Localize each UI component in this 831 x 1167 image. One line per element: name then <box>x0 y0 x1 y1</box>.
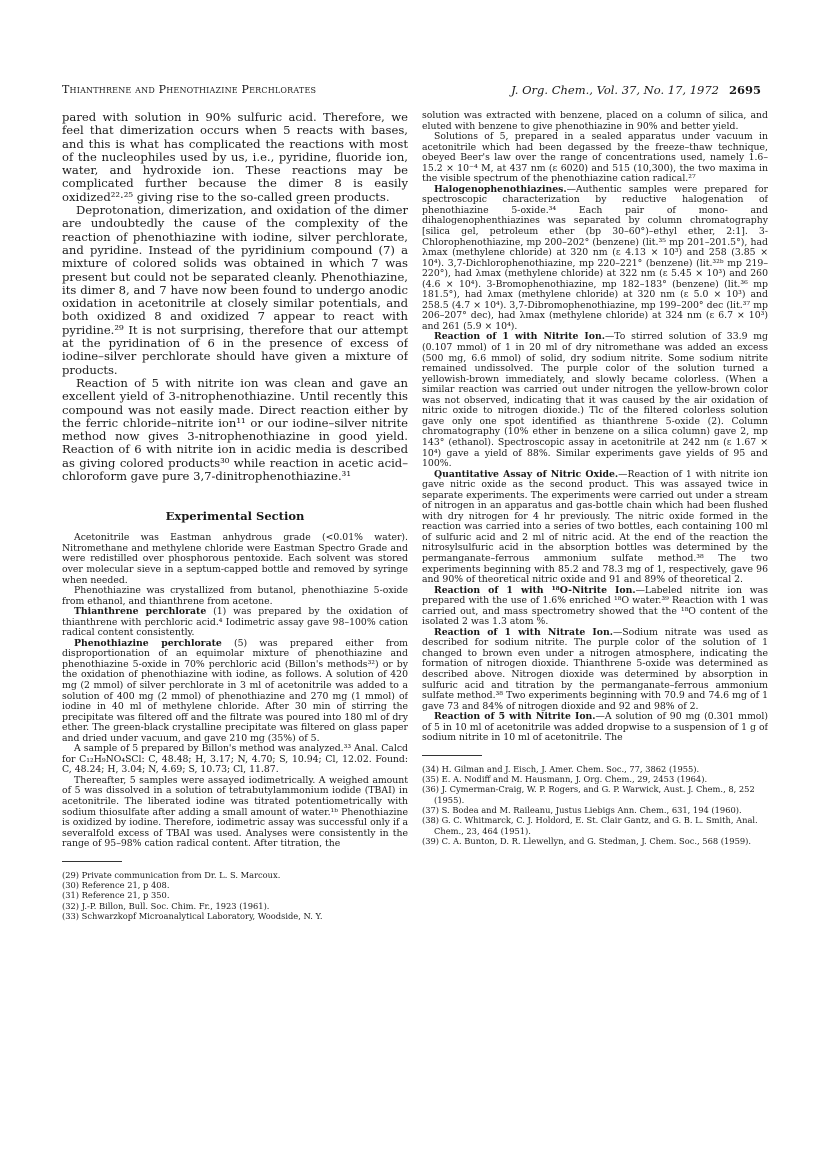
experimental-paragraph <box>62 586 408 607</box>
page-number: 2695 <box>728 83 761 97</box>
footnote: (31) Reference 21, p 350. <box>62 890 170 901</box>
experimental-paragraph <box>62 639 408 744</box>
paragraph-body: —To stirred solution of 33.9 mg (0.107 mmol) of 1 in 20 ml of dry nitromethane was added an excess (500 mg, 6.6 mmol) of solid, dry sodium nitrite. Some sodium nitrite remained undissolved. The purple color of the solution turned a yellowish-brown immediately, and slowly became colorless. (When a similar reaction was carried out under nitrogen the yellow-brown color was not observed, indicating that it was caused by the air oxidation of nitric oxide to nitrogen dioxide.) Tlc of the filtered colorless solution gave only one spot identified as thianthrene 5-oxide (2). Column chromatography (10% ether in benzene on a silica column) gave 2, mp 143° (ethanol). Spectroscopic assay in acetonitrile at 242 nm (ε 1.67 × 10⁴) gave a yield of 88%. Similar experiments gave yields of 95 and 100%. <box>422 331 768 470</box>
footnotes-left <box>62 870 408 921</box>
footnote: (33) Schwarzkopf Microanalytical Laboratory, Woodside, N. Y. <box>62 910 323 921</box>
footnote: (38) G. C. Whitmarck, C. J. Holdord, E. St. Clair Gantz, and G. B. L. Smith, Anal. Chem., 23, 464 (1951). <box>422 815 758 836</box>
right-column <box>422 111 768 1111</box>
experimental-paragraph <box>422 712 768 744</box>
footnote: (36) J. Cymerman-Craig, W. P. Rogers, and G. P. Warwick, Aust. J. Chem., 8, 252 (1955). <box>422 784 755 805</box>
runin-heading: Reaction of 1 with ¹⁸O-Nitrite Ion. <box>434 584 636 596</box>
experimental-paragraph <box>62 744 408 776</box>
paragraph-body: Thereafter, 5 samples were assayed iodimetrically. A weighed amount of 5 was dissolved in a solution of tetrabutylammonium iodide (TBAI) in acetonitrile. The liberated iodine was titrated potentiometrically with sodium thiosulfate after adding a small amount of water.¹ᵇ Phenothiazine is oxidized by iodine. Therefore, iodimetric assay was successful only if a severalfold excess of TBAI was used. Analyses were consistently in the range of 95–98% cation radical content. After titration, the <box>62 774 408 850</box>
experimental-paragraph <box>422 132 768 185</box>
experimental-paragraph <box>422 470 768 586</box>
running-header <box>62 83 761 101</box>
running-title: Thianthrene and Phenothiazine Perchlorates <box>62 83 317 96</box>
paragraph-body: solution was extracted with benzene, placed on a column of silica, and eluted with benzene to give phenothiazine in 90% and better yield. <box>422 111 768 132</box>
footnote: (37) S. Bodea and M. Raileanu, Justus Liebigs Ann. Chem., 631, 194 (1960). <box>422 805 742 815</box>
runin-heading: Thianthrene perchlorate <box>74 606 207 618</box>
paragraph-body: Phenothiazine was crystallized from butanol, phenothiazine 5-oxide from ethanol, and thianthrene from acetone. <box>62 585 408 607</box>
runin-heading: Phenothiazine perchlorate <box>74 637 222 649</box>
experimental-paragraph <box>62 607 408 639</box>
experimental-paragraph <box>422 111 768 132</box>
experimental-paragraph <box>422 332 768 469</box>
runin-heading: Reaction of 5 with Nitrite Ion. <box>434 711 596 723</box>
left-column <box>62 111 408 1111</box>
paragraph-body: —Labeled nitrite ion was prepared with the use of 1.6% enriched ¹⁸O water.³⁹ Reaction with 1 was carried out, and mass spectrometry showed that the ¹⁸O content of the isolated 2 was 1.3 atom %. <box>422 584 768 628</box>
experimental-text <box>62 533 408 849</box>
experimental-paragraph <box>422 628 768 712</box>
runin-heading: Halogenophenothiazines. <box>434 183 567 195</box>
paragraph-body: Acetonitrile was Eastman anhydrous grade (<0.01% water). Nitromethane and methylene chloride were Eastman Spectro Grade and were redistilled over phosphorous pentoxide. Each solvent was stored over molecular sieve in a septum-capped bottle and removed by syringe when needed. <box>62 532 408 586</box>
discussion-text <box>62 111 408 483</box>
paragraph-body: —Reaction of 1 with nitrite ion gave nitric oxide as the second product. This was assayed twice in separate experiments. The experiments were carried out under a stream of nitrogen in an apparatus and gas-bottle chain which had been flushed with dry nitrogen for 4 hr previously. The nitric oxide formed in the reaction was carried into a series of two bottles, each containing 100 ml of sulfuric acid and 2 ml of nitric acid. At the end of the reaction the nitrosylsulfuric acid in the absorption bottles was determined by the permanganate–ferrous ammonium sulfate method.³⁸ The two experiments beginning with 85.2 and 78.3 mg of 1, respectively, gave 96 and 90% of theoretical nitric oxide and 91 and 89% of theoretical 2. <box>422 468 768 586</box>
footnote: (30) Reference 21, p 408. <box>62 880 170 891</box>
runin-heading: Quantitative Assay of Nitric Oxide. <box>434 468 619 480</box>
discussion-paragraph: pared with solution in 90% sulfuric acid. Therefore, we feel that dimerization occurs when 5 reacts with bases, and this is what has complicated the reactions with most of the nucleophiles used by us, i.e., pyridine, fluoride ion, water, and hydroxide ion. These reactions may be complicated further because the dimer 8 is easily oxidized²²·²⁵ giving rise to the so-called green products. <box>62 111 408 204</box>
paragraph-body: A sample of 5 prepared by Billon's method was analyzed.³³ Anal. Calcd for C₁₂H₉NO₄SCl: C, 48.48; H, 3.17; N, 4.70; S, 10.94; Cl, 12.02. Found: C, 48.24; H, 3.04; N, 4.69; S, 10.73; Cl, 11.87. <box>62 743 408 776</box>
footnote: (32) J.-P. Billon, Bull. Soc. Chim. Fr., 1923 (1961). <box>62 900 270 911</box>
experimental-paragraph <box>62 776 408 850</box>
paragraph-body: —Authentic samples were prepared for spectroscopic characterization by reductive halogenation of phenothiazine 5-oxide.³⁴ Each pair of mono- and dihalogenophenthiazines was separated by column chromatography [silica gel, petroleum ether (bp 30–60°)–ethyl ether, 2:1]. 3-Chlorophenothiazine, mp 200–202° (benzene) (lit.³⁵ mp 201–201.5°), had λmax (methylene chloride) at 320 nm (ε 4.13 × 10³) and 258 (3.85 × 10⁴). 3,7-Dichlorophenothiazine, mp 220–221° (benzene) (lit.³²ᵇ mp 219–220°), had λmax (methylene chloride) at 322 nm (ε 5.45 × 10³) and 260 (4.6 × 10⁴). 3-Bromophenothiazine, mp 182–183° (benzene) (lit.³⁶ mp 181.5°), had λmax (methylene chloride) at 320 nm (ε 5.0 × 10³) and 258.5 (4.7 × 10⁴). 3,7-Dibromophenothiazine, mp 199–200° dec (lit.³⁷ mp 206–207° dec), had λmax (methylene chloride) at 324 nm (ε 6.7 × 10³) and 261 (5.9 × 10⁴). <box>422 183 768 332</box>
section-heading: Experimental Section <box>165 509 305 524</box>
paragraph-body: —Sodium nitrate was used as described for sodium nitrite. The purple color of the solution of 1 changed to brown even under a nitrogen atmosphere, indicating the formation of nitrogen dioxide. Thianthrene 5-oxide was determined as described above. Nitrogen dioxide was determined by absorption in sulfuric acid and titration by the permanganate–ferrous ammonium sulfate method.³⁸ Two experiments beginning with 70.9 and 74.6 mg of 1 gave 73 and 84% of nitrogen dioxide and 92 and 98% of 2. <box>422 626 768 712</box>
discussion-paragraph: Reaction of 5 with nitrite ion was clean and gave an excellent yield of 3-nitrophenothiazine. Until recently this compound was not easily made. Direct reaction either by the ferric chloride–nitrite ion¹¹ or our iodine–silver nitrite method now gives 3-nitrophenothiazine in good yield. Reaction of 6 with nitrite ion in acidic media is described as giving colored products³⁰ while reaction in acetic acid–chloroform gave pure 3,7-dinitrophenothiazine.³¹ <box>62 375 408 484</box>
footnote-divider <box>62 861 122 862</box>
runin-heading: Reaction of 1 with Nitrate Ion. <box>434 626 613 638</box>
paragraph-body: (1) was prepared by the oxidation of thianthrene with perchloric acid.⁴ Iodimetric assay gave 98–100% cation radical content consistently. <box>62 606 408 639</box>
experimental-paragraph <box>62 533 408 586</box>
journal-citation <box>511 83 761 97</box>
footnote: (34) H. Gilman and J. Eisch, J. Amer. Chem. Soc., 77, 3862 (1955). <box>422 763 700 774</box>
experimental-paragraph <box>422 185 768 333</box>
footnote: (35) E. A. Nodiff and M. Hausmann, J. Org. Chem., 29, 2453 (1964). <box>422 774 708 785</box>
footnote: (29) Private communication from Dr. L. S. Marcoux. <box>62 869 281 880</box>
footnote-divider <box>422 755 482 756</box>
experimental-text-continued <box>422 111 768 744</box>
paragraph-body: Solutions of 5, prepared in a sealed apparatus under vacuum in acetonitrile which had been degassed by the freeze–thaw technique, obeyed Beer's law over the range of concentrations used, namely 1.6–15.2 × 10⁻⁴ M, at 437 nm (ε 6020) and 515 (10,300), the two maxima in the visible spectrum of the phenothiazine cation radical.²⁷ <box>422 131 768 185</box>
paragraph-body: (5) was prepared either from disproportionation of an equimolar mixture of phenothiazine and phenothiazine 5-oxide in 70% perchloric acid (Billon's methods³²) or by the oxidation of phenothiazine with iodine, as follows. A solution of 420 mg (2 mmol) of silver perchlorate in 3 ml of acetonitrile was added to a solution of 400 mg (2 mmol) of phenothiazine and 270 mg (1 mmol) of iodine in 40 ml of methylene chloride. After 30 min of stirring the precipitate was filtered off and the filtrate was poured into 180 ml of dry ether. The green-black crystalline precipitate was filtered on glass paper and dried under vacuum, and gave 210 mg (35%) of 5. <box>62 637 408 744</box>
runin-heading: Reaction of 1 with Nitrite Ion. <box>434 331 605 343</box>
footnote: (39) C. A. Bunton, D. R. Llewellyn, and G. Stedman, J. Chem. Soc., 568 (1959). <box>422 835 751 846</box>
discussion-paragraph: Deprotonation, dimerization, and oxidation of the dimer are undoubtedly the cause of the complexity of the reaction of phenothiazine with iodine, silver perchlorate, and pyridine. Instead of the pyridinium compound (7) a mixture of colored solids was obtained in which 7 was present but could not be separated cleanly. Phenothiazine, its dimer 8, and 7 have now been found to undergo anodic oxidation in acetonitrile at closely similar potentials, and both oxidized 8 and oxidized 7 appear to react with pyridine.²⁹ It is not surprising, therefore that our attempt at the pyridination of 6 in the presence of excess of iodine–silver perchlorate should have given a mixture of products. <box>62 203 408 377</box>
journal-name: J. Org. Chem., Vol. 37, No. 17, 1972 <box>511 83 719 97</box>
experimental-paragraph <box>422 586 768 628</box>
footnotes-right <box>422 764 768 846</box>
paragraph-body: —A solution of 90 mg (0.301 mmol) of 5 in 10 ml of acetonitrile was added dropwise to a suspension of 1 g of sodium nitrite in 10 ml of acetonitrile. The <box>422 711 768 744</box>
